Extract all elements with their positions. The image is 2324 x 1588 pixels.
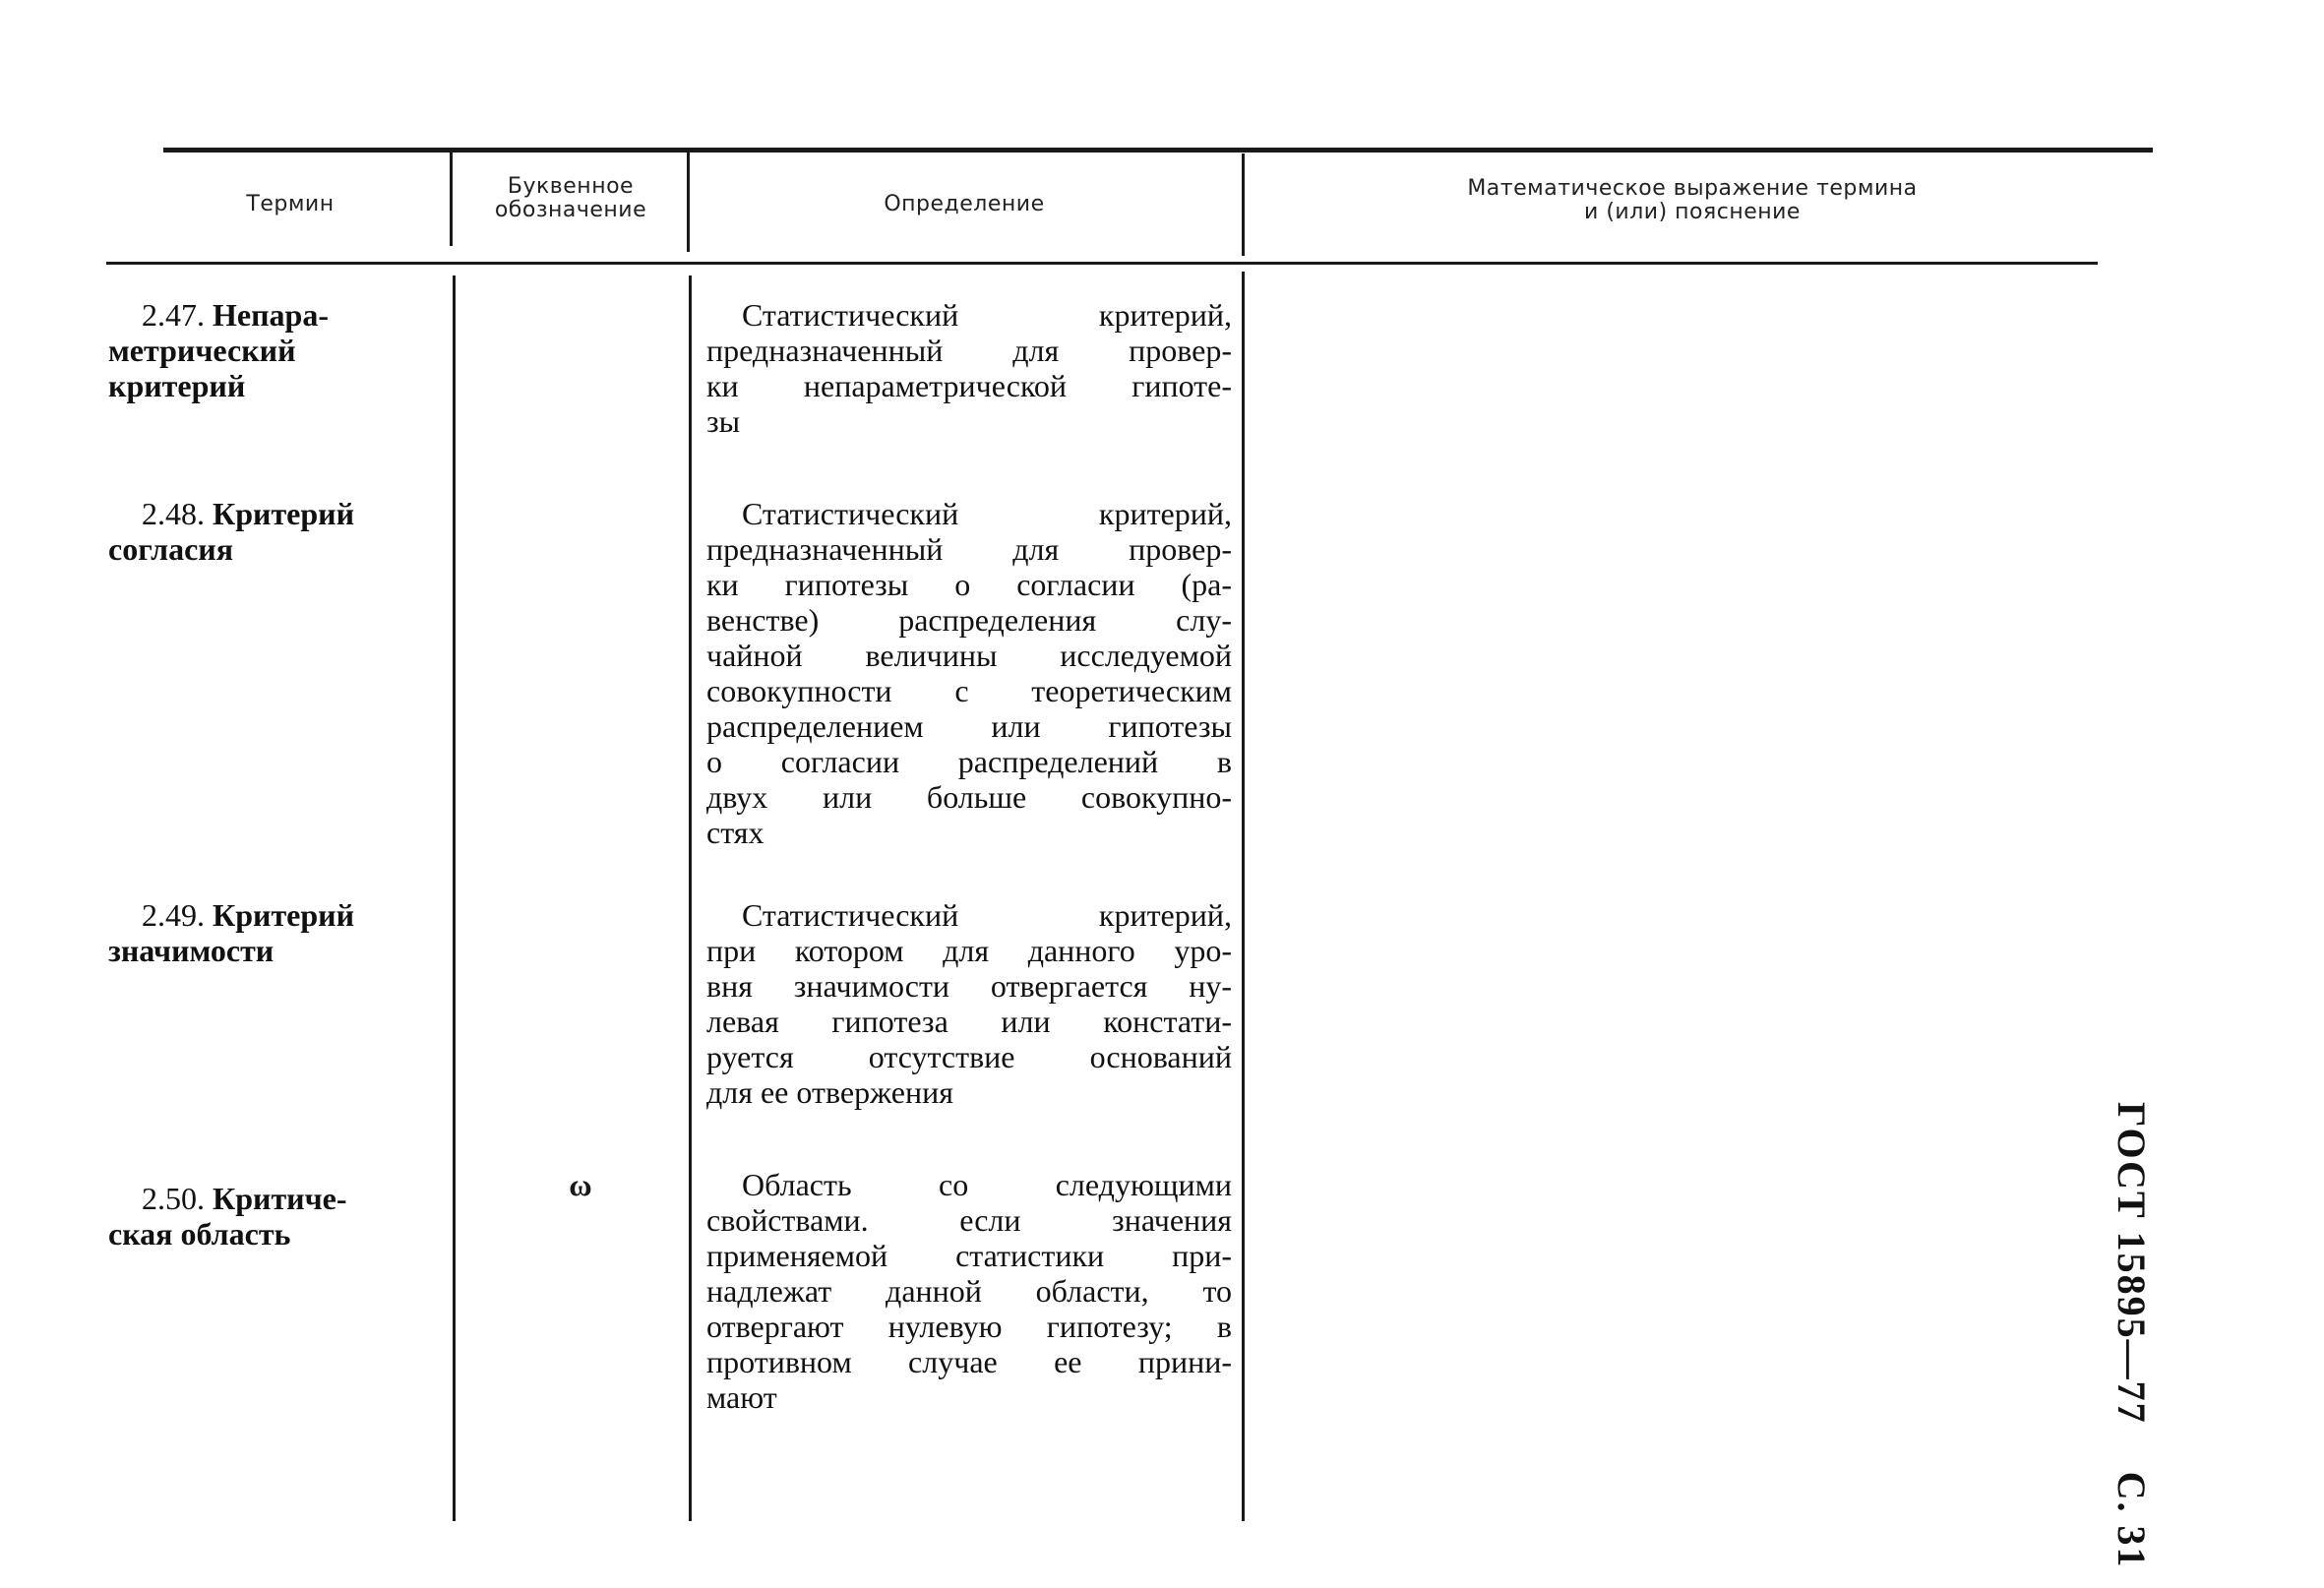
definition-2-48: [706, 496, 1232, 850]
header-term-label: Термин: [246, 192, 335, 216]
definition-line: совокупности с теоретическим: [706, 673, 1232, 708]
definition-line: предназначенный для провер-: [706, 531, 1232, 567]
term-line: Непара-: [213, 297, 329, 333]
definition-line: руется отсутствие оснований: [706, 1039, 1232, 1074]
definition-line: отвергают нулевую гипотезу; в: [706, 1309, 1232, 1344]
standard-number: ГОСТ 15895—77: [2110, 1102, 2154, 1425]
term-line: Критерий: [213, 897, 355, 933]
term-number: 2.49.: [142, 897, 205, 933]
definition-line: при котором для данного уро-: [706, 933, 1232, 968]
definition-line: противном случае ее прини-: [706, 1344, 1232, 1379]
header-term: [167, 193, 413, 216]
term-line: критерий: [108, 368, 246, 403]
definition-line: венстве) распределения слу-: [706, 602, 1232, 638]
definition-line: левая гипотеза или констати-: [706, 1004, 1232, 1039]
definition-2-47: [706, 297, 1232, 439]
header-divider-3: [1242, 153, 1245, 256]
term-number: 2.50.: [142, 1181, 205, 1216]
page-footer-vertical: [2109, 1102, 2155, 1569]
definition-line: стях: [706, 815, 764, 850]
header-divider-1: [450, 148, 453, 246]
header-math: [1279, 177, 2106, 224]
header-symbol-line-2: обозначение: [494, 198, 647, 222]
symbol-omega: ω: [569, 1167, 592, 1202]
definition-line: мают: [706, 1379, 777, 1415]
definition-line: о согласии распределений в: [706, 744, 1232, 779]
definition-line: предназначенный для провер-: [706, 333, 1232, 368]
column-divider-3: [1242, 272, 1245, 1521]
column-divider-1: [453, 275, 456, 1521]
definition-line: зы: [706, 403, 741, 439]
header-definition-label: Определение: [884, 192, 1045, 216]
column-divider-2: [689, 275, 692, 1521]
term-line: значимости: [108, 933, 275, 968]
term-2-47: [108, 297, 433, 403]
header-rule: [106, 262, 2098, 265]
definition-2-49: [706, 897, 1232, 1110]
term-line: Критиче-: [213, 1181, 347, 1216]
term-line: согласия: [108, 531, 234, 567]
definition-line: двух или больше совокупно-: [706, 779, 1232, 815]
definition-2-50: [706, 1167, 1232, 1415]
definition-line: для ее отвержения: [706, 1074, 953, 1110]
definition-line: вня значимости отвергается ну-: [706, 968, 1232, 1004]
header-definition: [748, 193, 1181, 216]
top-rule: [163, 148, 2153, 153]
term-2-49: [108, 897, 433, 968]
definition-line: Статистический критерий,: [742, 897, 1232, 933]
header-math-line-1: Математическое выражение термина: [1467, 176, 1918, 201]
definition-line: ки гипотезы о согласии (ра-: [706, 567, 1232, 602]
term-2-48: [108, 496, 433, 567]
definition-line: свойствами. если значения: [706, 1202, 1232, 1238]
definition-line: Область со следующими: [742, 1167, 1232, 1202]
definition-line: ки непараметрической гипоте-: [706, 368, 1232, 403]
definition-line: чайной величины исследуемой: [706, 638, 1232, 673]
term-number: 2.47.: [142, 297, 205, 333]
header-symbol-line-1: Буквенное: [507, 174, 635, 199]
term-line: ская область: [108, 1216, 291, 1252]
header-math-line-2: и (или) пояснение: [1584, 200, 1801, 224]
header-symbol: [462, 175, 679, 222]
term-line: Критерий: [213, 496, 355, 531]
header-divider-2: [687, 148, 690, 252]
definition-line: надлежат данной области, то: [706, 1273, 1232, 1309]
definition-line: Статистический критерий,: [742, 496, 1232, 531]
page-number: С. 31: [2110, 1471, 2154, 1569]
definition-line: Статистический критерий,: [742, 297, 1232, 333]
term-2-50: [108, 1181, 433, 1252]
definition-line: распределением или гипотезы: [706, 708, 1232, 744]
term-line: метрический: [108, 333, 296, 368]
term-number: 2.48.: [142, 496, 205, 531]
definition-line: применяемой статистики при-: [706, 1238, 1232, 1273]
